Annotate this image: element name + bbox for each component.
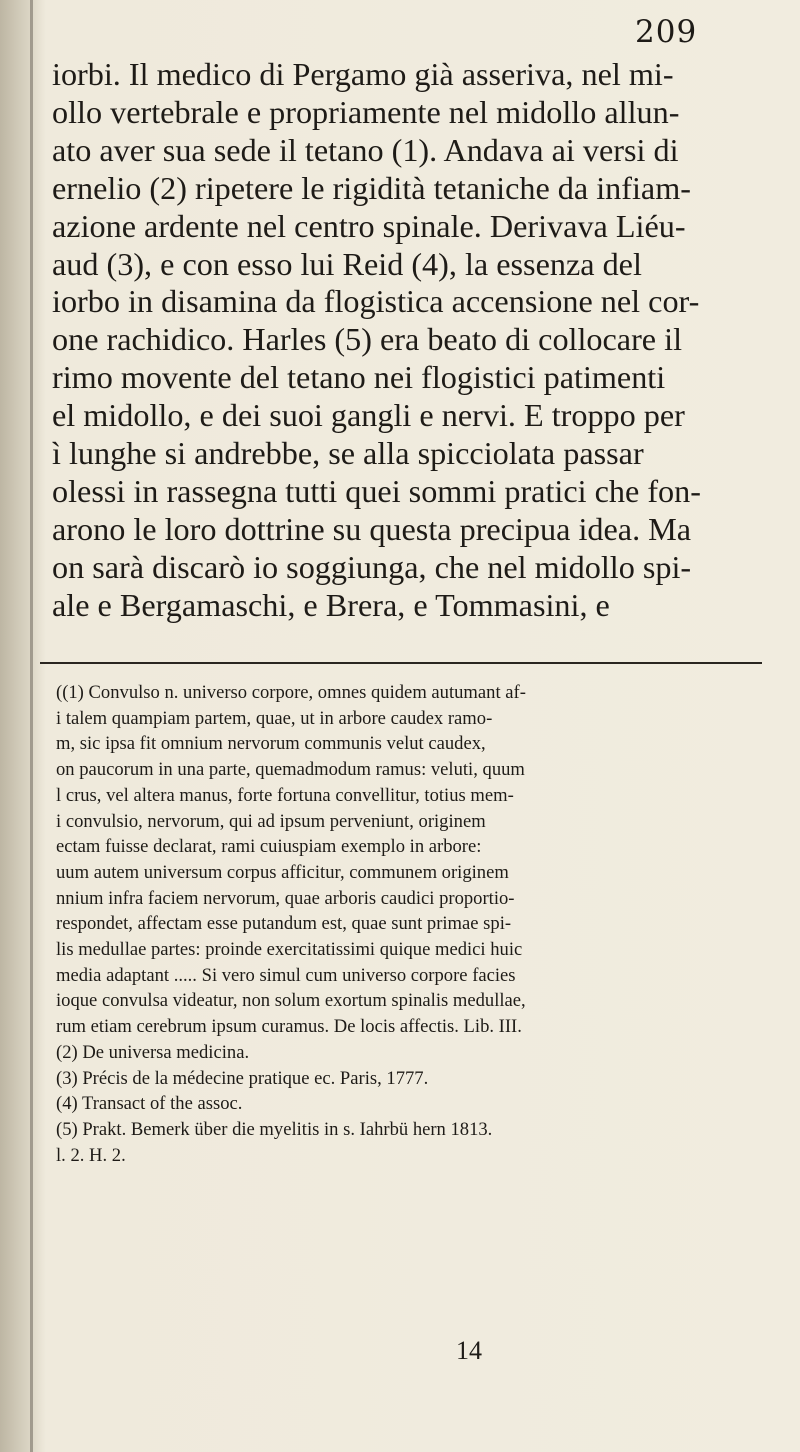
footnote-line: respondet, affectam esse putandum est, quae sunt primae spi-	[56, 913, 512, 935]
footnote-line: m, sic ipsa fit omnium nervorum communis velut caudex,	[56, 733, 486, 755]
text-line: azione ardente nel centro spinale. Derivava Liéu-	[52, 207, 686, 244]
text-line: el midollo, e dei suoi gangli e nervi. E troppo per	[52, 397, 685, 434]
text-line: ernelio (2) ripetere le rigidità tetaniche da infiam-	[52, 169, 691, 206]
text-line: ale e Bergamaschi, e Brera, e Tommasini, e	[52, 586, 610, 623]
text-line: iorbo in disamina da flogistica accensione nel cor-	[52, 283, 700, 320]
footnote-line: uum autem universum corpus afficitur, communem originem	[56, 861, 509, 883]
footnote-line: (4) Transact of the assoc.	[56, 1093, 243, 1115]
footnote-line: on paucorum in una parte, quemadmodum ramus: veluti, quum	[56, 759, 525, 781]
text-line: one rachidico. Harles (5) era beato di collocare il	[52, 321, 683, 358]
text-line: ato aver sua sede il tetano (1). Andava ai versi di	[52, 131, 679, 168]
text-line: on sarà discarò io soggiunga, che nel midollo spi-	[52, 548, 692, 585]
footnote-line: ioque convulsa videatur, non solum exortum spinalis medullae,	[56, 990, 526, 1012]
footnote-line: media adaptant ..... Si vero simul cum universo corpore facies	[56, 964, 516, 986]
text-line: ollo vertebrale e propriamente nel midollo allun-	[52, 93, 680, 130]
binding-gutter	[0, 0, 46, 1452]
footnote-line: (2) De universa medicina.	[56, 1041, 250, 1063]
footnote-line: (5) Prakt. Bemerk über die myelitis in s. Iahrbü hern 1813.	[56, 1118, 493, 1140]
footnote-line: lis medullae partes: proinde exercitatissimi quique medici huic	[56, 939, 523, 961]
binding-edge	[30, 0, 33, 1452]
text-line: rimo movente del tetano nei flogistici patimenti	[52, 359, 666, 396]
text-line: ì lunghe si andrebbe, se alla spicciolata passar	[52, 435, 644, 472]
text-line: iorbi. Il medico di Pergamo già asseriva, nel mi-	[52, 56, 674, 92]
footnote-line: (3) Précis de la médecine pratique ec. Paris, 1777.	[56, 1067, 429, 1089]
page-number: 209	[635, 14, 698, 50]
footnotes	[56, 680, 768, 1168]
footnote-line: l. 2. H. 2.	[56, 1144, 126, 1166]
text-line: aud (3), e con esso lui Reid (4), la essenza del	[52, 245, 642, 282]
main-text	[52, 56, 764, 625]
footnote-line: ((1) Convulso n. universo corpore, omnes quidem autumant af-	[56, 682, 526, 703]
footnote-line: i talem quampiam partem, quae, ut in arbore caudex ramo-	[56, 707, 493, 729]
footnote-rule	[40, 662, 762, 664]
footnote-line: rum etiam cerebrum ipsum curamus. De locis affectis. Lib. III.	[56, 1016, 522, 1038]
footnote-line: i convulsio, nervorum, qui ad ipsum perveniunt, originem	[56, 810, 486, 832]
signature-mark: 14	[456, 1336, 482, 1365]
footnote-line: ectam fuisse declarat, rami cuiuspiam exemplo in arbore:	[56, 836, 482, 858]
text-line: arono le loro dottrine su questa precipua idea. Ma	[52, 510, 692, 547]
text-line: olessi in rassegna tutti quei sommi pratici che fon-	[52, 472, 701, 509]
footnote-line: l crus, vel altera manus, forte fortuna convellitur, totius mem-	[56, 784, 514, 806]
footnote-line: nnium infra faciem nervorum, quae arboris caudici proportio-	[56, 887, 515, 909]
